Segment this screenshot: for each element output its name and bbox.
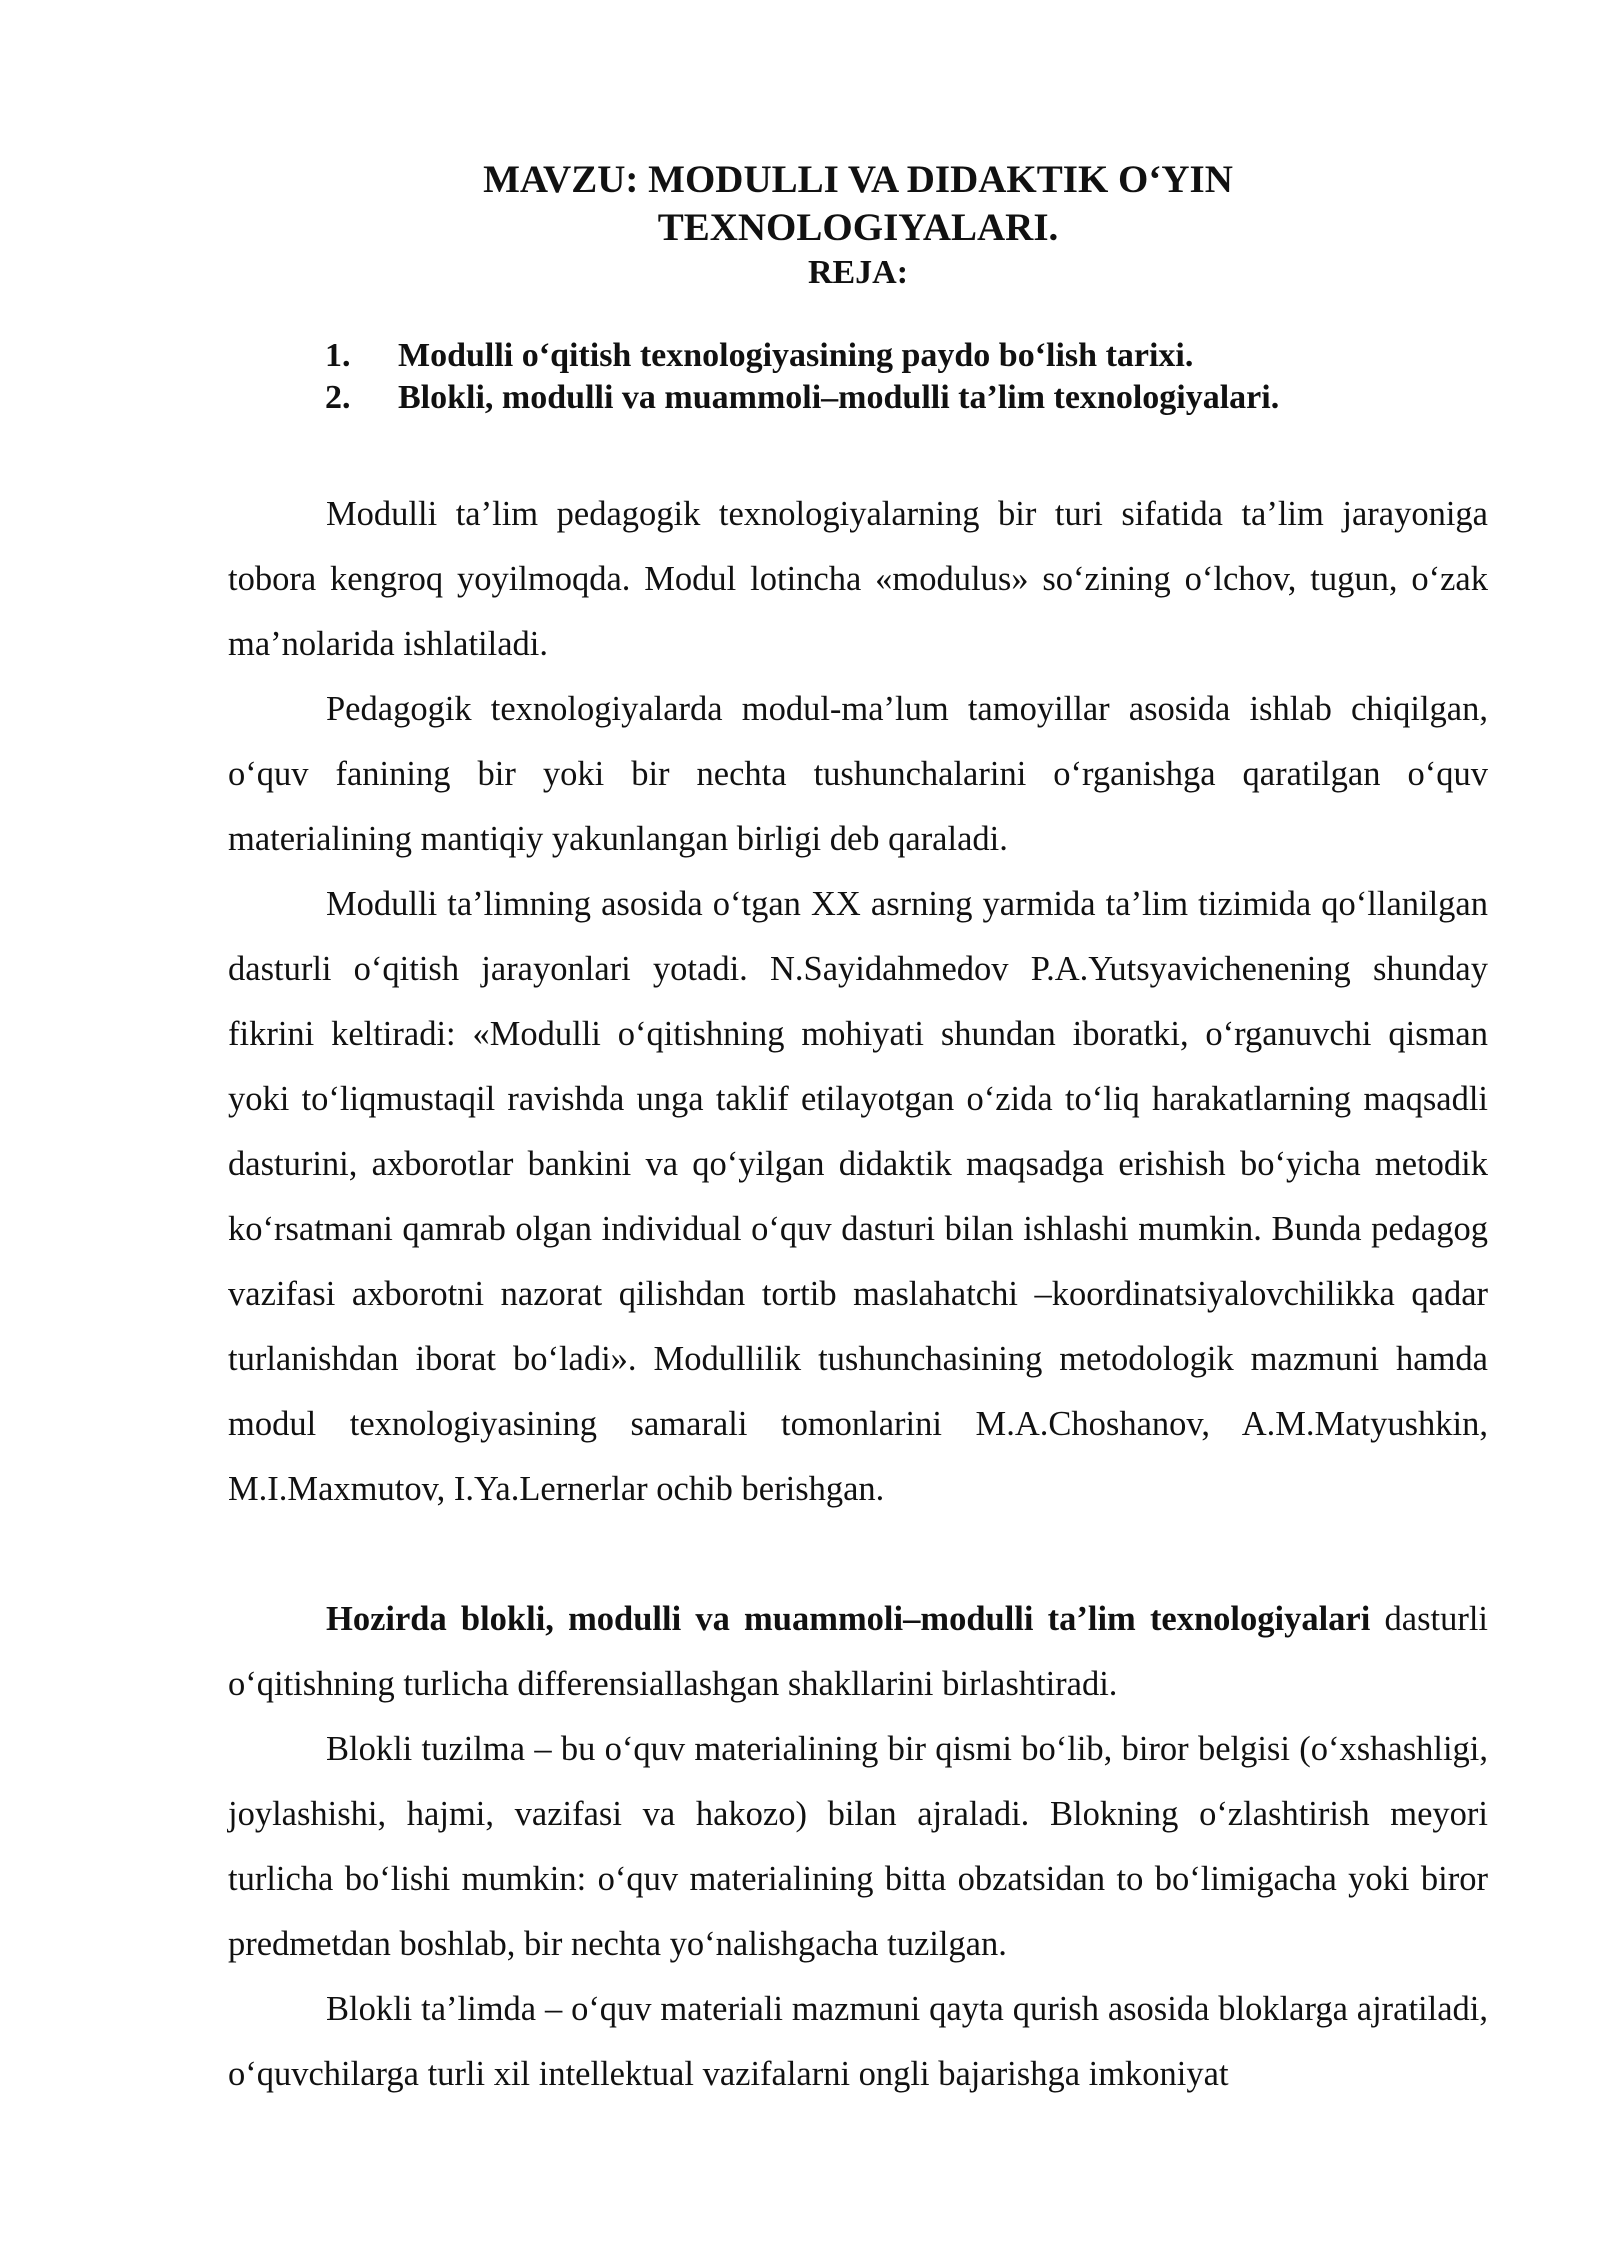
paragraph-current-technologies [228,1587,1488,1717]
plan-item-number: 2. [325,379,351,416]
plan-item [325,377,1525,419]
paragraph-bold-lead: Hozirda blokli, modulli va muammoli–modulli ta’lim texnologiyalari [326,1600,1371,1638]
paragraph-pedagogical-technologies: Pedagogik texnologiyalarda modul-ma’lum tamoyillar asosida ishlab chiqilgan, o‘quv fanining bir yoki bir nechta tushunchalarini o‘rganishga qaratilgan o‘quv materialining mantiqiy yakunlangan birligi deb qaraladi. [228,690,1488,858]
paragraph-modular-history: Modulli ta’limning asosida o‘tgan XX asrning yarmida ta’lim tizimida qo‘llanilgan dasturli o‘qitish jarayonlari yotadi. N.Sayidahmedov P.A.Yutsyavichenening shunday fikrini keltiradi: «Modulli o‘qitishning mohiyati shundan iboratki, o‘rganuvchi qisman yoki to‘liqmustaqil ravishda unga taklif etilayotgan o‘zida to‘liq harakatlarning maqsadli dasturini, axborotlar bankini va qo‘yilgan didaktik maqsadga erishish bo‘yicha metodik ko‘rsatmani qamrab olgan individual o‘quv dasturi bilan ishlashi mumkin. Bunda pedagog vazifasi axborotni nazorat qilishdan tortib maslahatchi –koordinatsiyalovchilikka qadar turlanishdan iborat bo‘ladi». Modullilik tushunchasining metodologik mazmuni hamda modul texnologiyasining samarali tomonlarini M.A.Choshanov, A.M.Matyushkin, M.I.Maxmutov, I.Ya.Lernerlar ochib berishgan. [228,885,1488,1508]
plan-item [325,335,1525,377]
plan-item-number: 1. [325,337,351,374]
plan-heading: REJA: [807,254,909,291]
paragraph-block-learning: Blokli ta’limda – o‘quv materiali mazmuni qayta qurish asosida bloklarga ajratiladi, o‘quvchilarga turli xil intellektual vazifalarni ongli bajarishga imkoniyat [228,1990,1488,2093]
paragraph-block-structure: Blokli tuzilma – bu o‘quv materialining bir qismi bo‘lib, biror belgisi (o‘xshashligi, joylashishi, hajmi, vazifasi va hakozo) bilan ajraladi. Blokning o‘zlashtirish meyori turlicha bo‘lishi mumkin: o‘quv materialining bitta obzatsidan to bo‘limigacha yoki biror predmetdan boshlab, bir nechta yo‘nalishgacha tuzilgan. [228,1730,1488,1963]
plan-item-text: Modulli o‘qitish texnologiyasining paydo bo‘lish tarixi. [398,337,1194,374]
paragraph-modul-definition: Modulli ta’lim pedagogik texnologiyalarning bir turi sifatida ta’lim jarayoniga tobora kengroq yoyilmoqda. Modul lotincha «modulus» so‘zining o‘lchov, tugun, o‘zak ma’nolarida ishlatiladi. [228,495,1488,663]
plan-list [325,335,1525,419]
document-title-line-2: TEXNOLOGIYALARI. [657,206,1059,249]
document-title-line-1: MAVZU: MODULLI VA DIDAKTIK O‘YIN [483,158,1233,201]
plan-item-text: Blokli, modulli va muammoli–modulli ta’lim texnologiyalari. [398,379,1280,416]
paragraph-continuation: dasturli o‘qitishning turlicha differensiallashgan shakllarini birlashtiradi. [228,1600,1488,1703]
